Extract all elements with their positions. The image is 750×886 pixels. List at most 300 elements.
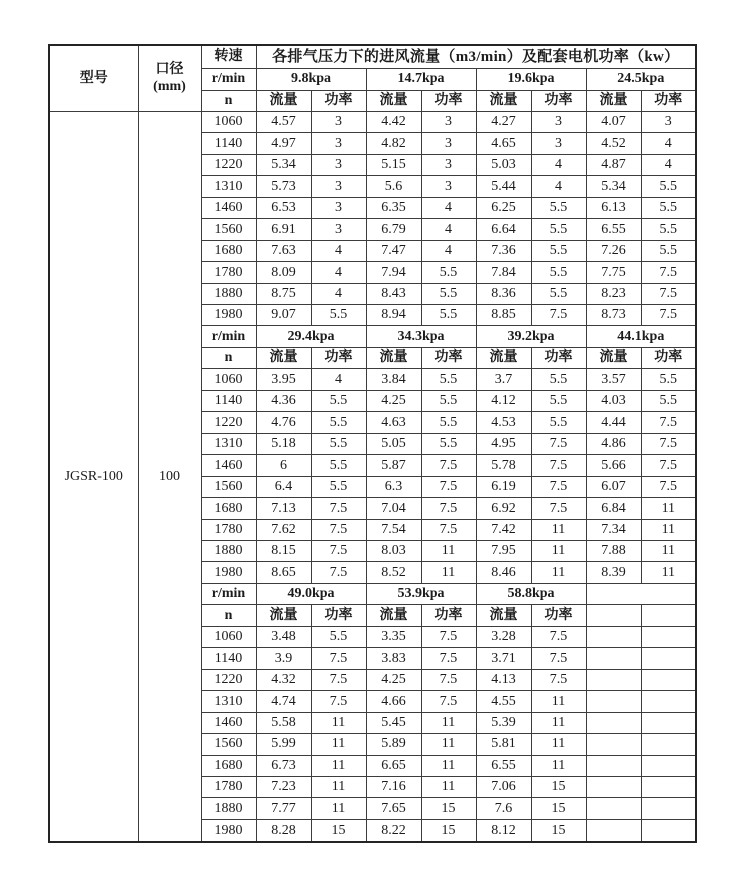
flow-cell: 8.65 [256,562,311,583]
flow-cell: 7.34 [586,519,641,540]
power-cell: 5.5 [311,476,366,497]
power-cell: 11 [421,734,476,755]
flow-cell: 5.78 [476,455,531,476]
power-cell: 5.5 [641,390,696,411]
flow-cell: 7.75 [586,262,641,283]
power-cell: 11 [641,541,696,562]
power-cell: 7.5 [421,691,476,712]
flow-cell: 8.15 [256,541,311,562]
flow-header: 流量 [476,605,531,626]
flow-cell: 4.07 [586,111,641,132]
power-header: 功率 [531,90,586,111]
power-cell: 5.5 [641,219,696,240]
power-cell: 4 [311,283,366,304]
flow-cell: 7.23 [256,777,311,798]
power-cell: 7.5 [531,305,586,326]
power-header: 功率 [641,90,696,111]
pressure-header: 58.8kpa [476,583,586,604]
power-cell: 5.5 [311,433,366,454]
flow-cell: 6.65 [366,755,421,776]
flow-header: 流量 [366,347,421,368]
flow-cell: 7.13 [256,498,311,519]
flow-cell: 4.55 [476,691,531,712]
flow-cell: 7.42 [476,519,531,540]
pressure-header: 53.9kpa [366,583,476,604]
diameter-unit-text: (mm) [153,79,186,95]
power-cell: 15 [531,819,586,842]
flow-cell: 8.73 [586,305,641,326]
flow-cell: 8.43 [366,283,421,304]
diameter-header [138,45,201,111]
flow-header: 流量 [586,90,641,111]
flow-cell: 3.57 [586,369,641,390]
empty-cell [641,777,696,798]
power-cell: 3 [421,133,476,154]
power-cell: 5.5 [421,305,476,326]
power-cell: 7.5 [531,626,586,647]
power-header: 功率 [311,347,366,368]
flow-cell: 7.47 [366,240,421,261]
power-cell: 11 [531,562,586,583]
flow-cell: 8.12 [476,819,531,842]
rpm-cell: 1220 [201,412,256,433]
power-cell: 11 [531,734,586,755]
flow-cell: 5.44 [476,176,531,197]
flow-cell: 5.89 [366,734,421,755]
power-cell: 5.5 [531,390,586,411]
flow-cell: 5.45 [366,712,421,733]
power-cell: 5.5 [531,197,586,218]
speed-header: 转速 [201,45,256,69]
power-cell: 7.5 [641,283,696,304]
power-cell: 11 [641,498,696,519]
flow-cell: 4.12 [476,390,531,411]
power-cell: 4 [421,197,476,218]
flow-cell: 8.46 [476,562,531,583]
flow-cell: 8.22 [366,819,421,842]
power-cell: 7.5 [421,669,476,690]
flow-cell: 6.84 [586,498,641,519]
speed-symbol-label: n [201,347,256,368]
flow-cell: 7.6 [476,798,531,819]
flow-cell: 6.35 [366,197,421,218]
flow-cell: 4.25 [366,390,421,411]
flow-cell: 3.71 [476,648,531,669]
power-cell: 11 [421,755,476,776]
power-cell: 7.5 [421,626,476,647]
rpm-cell: 1680 [201,498,256,519]
power-header: 功率 [531,605,586,626]
power-cell: 11 [421,777,476,798]
empty-cell [586,669,641,690]
flow-cell: 7.63 [256,240,311,261]
pressure-header: 34.3kpa [366,326,476,347]
power-cell: 3 [421,111,476,132]
rpm-cell: 1460 [201,712,256,733]
power-header: 功率 [421,605,476,626]
spec-table-container [48,44,697,843]
flow-cell: 4.03 [586,390,641,411]
flow-cell: 8.39 [586,562,641,583]
power-cell: 7.5 [641,433,696,454]
rpm-cell: 1560 [201,476,256,497]
rpm-cell: 1060 [201,111,256,132]
empty-cell [586,712,641,733]
power-cell: 5.5 [421,390,476,411]
power-cell: 5.5 [311,455,366,476]
flow-cell: 5.99 [256,734,311,755]
flow-cell: 4.25 [366,669,421,690]
power-cell: 3 [311,154,366,175]
power-cell: 7.5 [531,455,586,476]
rpm-cell: 1680 [201,755,256,776]
empty-cell [586,691,641,712]
flow-cell: 7.06 [476,777,531,798]
rpm-cell: 1880 [201,798,256,819]
power-cell: 11 [531,541,586,562]
power-cell: 7.5 [311,691,366,712]
rpm-cell: 1310 [201,433,256,454]
speed-unit-label: r/min [201,583,256,604]
flow-cell: 4.52 [586,133,641,154]
flow-cell: 7.36 [476,240,531,261]
power-cell: 11 [641,562,696,583]
rpm-cell: 1310 [201,176,256,197]
power-cell: 15 [421,798,476,819]
power-cell: 7.5 [311,498,366,519]
flow-header: 流量 [256,605,311,626]
power-cell: 5.5 [531,219,586,240]
flow-cell: 8.28 [256,819,311,842]
rpm-cell: 1980 [201,819,256,842]
power-cell: 7.5 [531,669,586,690]
flow-cell: 8.03 [366,541,421,562]
flow-cell: 4.97 [256,133,311,154]
power-cell: 5.5 [421,412,476,433]
power-cell: 11 [421,541,476,562]
flow-cell: 6.4 [256,476,311,497]
power-cell: 7.5 [531,648,586,669]
power-cell: 5.5 [421,433,476,454]
speed-unit-label: r/min [201,69,256,90]
power-cell: 7.5 [641,412,696,433]
flow-cell: 7.77 [256,798,311,819]
flow-cell: 5.34 [256,154,311,175]
rpm-cell: 1220 [201,154,256,175]
power-cell: 11 [641,519,696,540]
flow-header: 流量 [366,90,421,111]
power-cell: 4 [311,369,366,390]
flow-cell: 3.28 [476,626,531,647]
flow-cell: 4.76 [256,412,311,433]
power-cell: 5.5 [311,305,366,326]
empty-cell [586,819,641,842]
pressure-header: 49.0kpa [256,583,366,604]
power-header: 功率 [421,347,476,368]
flow-cell: 9.07 [256,305,311,326]
speed-symbol-label: n [201,90,256,111]
power-cell: 5.5 [531,369,586,390]
power-cell: 3 [311,133,366,154]
flow-cell: 7.54 [366,519,421,540]
power-cell: 4 [641,133,696,154]
flow-cell: 4.65 [476,133,531,154]
empty-cell [641,626,696,647]
power-header: 功率 [421,90,476,111]
power-cell: 15 [531,777,586,798]
power-cell: 5.5 [531,412,586,433]
power-cell: 7.5 [311,648,366,669]
power-cell: 7.5 [421,476,476,497]
rpm-cell: 1560 [201,734,256,755]
flow-cell: 6.73 [256,755,311,776]
flow-cell: 5.87 [366,455,421,476]
flow-cell: 7.04 [366,498,421,519]
table-title: 各排气压力下的进风流量（m3/min）及配套电机功率（kw） [256,45,696,69]
flow-cell: 6.64 [476,219,531,240]
flow-cell: 5.39 [476,712,531,733]
power-cell: 4 [531,176,586,197]
power-cell: 4 [421,219,476,240]
power-cell: 7.5 [641,455,696,476]
flow-cell: 5.15 [366,154,421,175]
empty-header-cell [586,605,641,626]
power-cell: 7.5 [421,498,476,519]
rpm-cell: 1780 [201,262,256,283]
power-cell: 5.5 [641,369,696,390]
flow-cell: 4.53 [476,412,531,433]
flow-cell: 8.75 [256,283,311,304]
flow-cell: 5.34 [586,176,641,197]
speed-symbol-label: n [201,605,256,626]
power-cell: 4 [311,262,366,283]
power-cell: 11 [311,777,366,798]
flow-cell: 7.26 [586,240,641,261]
flow-cell: 8.85 [476,305,531,326]
flow-cell: 6.53 [256,197,311,218]
flow-cell: 5.6 [366,176,421,197]
empty-cell [641,691,696,712]
rpm-cell: 1310 [201,691,256,712]
power-cell: 11 [531,691,586,712]
flow-cell: 6.91 [256,219,311,240]
power-cell: 7.5 [311,562,366,583]
flow-cell: 6.07 [586,476,641,497]
power-cell: 4 [641,154,696,175]
power-cell: 5.5 [311,626,366,647]
power-cell: 5.5 [311,390,366,411]
flow-cell: 5.03 [476,154,531,175]
flow-header: 流量 [256,347,311,368]
rpm-cell: 1880 [201,541,256,562]
flow-cell: 4.66 [366,691,421,712]
power-cell: 3 [311,197,366,218]
power-cell: 3 [311,111,366,132]
flow-header: 流量 [256,90,311,111]
flow-cell: 5.05 [366,433,421,454]
power-cell: 3 [311,219,366,240]
flow-cell: 5.81 [476,734,531,755]
flow-cell: 3.7 [476,369,531,390]
flow-cell: 3.83 [366,648,421,669]
power-cell: 5.5 [641,176,696,197]
power-header: 功率 [311,90,366,111]
flow-cell: 3.48 [256,626,311,647]
flow-cell: 4.36 [256,390,311,411]
flow-cell: 8.09 [256,262,311,283]
rpm-cell: 1140 [201,133,256,154]
flow-header: 流量 [476,90,531,111]
flow-header: 流量 [586,347,641,368]
flow-cell: 6.55 [586,219,641,240]
flow-cell: 4.44 [586,412,641,433]
power-cell: 7.5 [311,519,366,540]
pressure-header-empty [586,583,696,604]
power-cell: 5.5 [421,369,476,390]
flow-cell: 8.36 [476,283,531,304]
power-header: 功率 [641,347,696,368]
power-cell: 11 [311,712,366,733]
power-header: 功率 [311,605,366,626]
power-cell: 11 [531,712,586,733]
power-cell: 15 [421,819,476,842]
pressure-header: 9.8kpa [256,69,366,90]
rpm-cell: 1780 [201,777,256,798]
rpm-cell: 1880 [201,283,256,304]
flow-cell: 6.3 [366,476,421,497]
power-cell: 3 [641,111,696,132]
power-cell: 3 [421,176,476,197]
rpm-cell: 1680 [201,240,256,261]
data-row [49,111,696,132]
power-cell: 7.5 [641,476,696,497]
empty-cell [586,648,641,669]
power-cell: 11 [531,755,586,776]
rpm-cell: 1220 [201,669,256,690]
rpm-cell: 1140 [201,390,256,411]
power-cell: 5.5 [641,240,696,261]
empty-cell [641,712,696,733]
flow-cell: 4.95 [476,433,531,454]
empty-cell [641,734,696,755]
power-cell: 4 [531,154,586,175]
flow-cell: 7.65 [366,798,421,819]
empty-cell [586,798,641,819]
power-cell: 11 [531,519,586,540]
pressure-header: 44.1kpa [586,326,696,347]
flow-cell: 4.74 [256,691,311,712]
flow-cell: 7.94 [366,262,421,283]
rpm-cell: 1980 [201,305,256,326]
speed-unit-label: r/min [201,326,256,347]
flow-cell: 7.88 [586,541,641,562]
empty-cell [586,777,641,798]
flow-cell: 3.84 [366,369,421,390]
power-cell: 7.5 [641,262,696,283]
power-cell: 7.5 [531,476,586,497]
power-cell: 5.5 [531,262,586,283]
power-cell: 3 [311,176,366,197]
flow-cell: 6.79 [366,219,421,240]
flow-cell: 4.32 [256,669,311,690]
flow-cell: 7.95 [476,541,531,562]
pressure-header: 24.5kpa [586,69,696,90]
flow-cell: 5.73 [256,176,311,197]
model-value: JGSR-100 [49,111,138,842]
power-cell: 3 [531,111,586,132]
power-cell: 5.5 [531,283,586,304]
flow-cell: 4.87 [586,154,641,175]
flow-cell: 8.94 [366,305,421,326]
power-cell: 11 [311,734,366,755]
power-cell: 7.5 [641,305,696,326]
power-cell: 7.5 [311,669,366,690]
power-cell: 11 [421,712,476,733]
empty-cell [641,648,696,669]
model-header: 型号 [49,45,138,111]
power-cell: 7.5 [421,648,476,669]
empty-cell [641,669,696,690]
blower-spec-table [48,44,697,843]
power-cell: 11 [311,798,366,819]
pressure-header: 29.4kpa [256,326,366,347]
power-cell: 3 [421,154,476,175]
power-cell: 7.5 [421,455,476,476]
pressure-header: 39.2kpa [476,326,586,347]
rpm-cell: 1560 [201,219,256,240]
power-cell: 4 [311,240,366,261]
flow-cell: 5.18 [256,433,311,454]
power-cell: 5.5 [311,412,366,433]
pressure-header: 14.7kpa [366,69,476,90]
flow-cell: 4.82 [366,133,421,154]
power-cell: 3 [531,133,586,154]
flow-cell: 6.13 [586,197,641,218]
power-header: 功率 [531,347,586,368]
power-cell: 7.5 [531,498,586,519]
power-cell: 15 [531,798,586,819]
flow-cell: 4.13 [476,669,531,690]
power-cell: 5.5 [641,197,696,218]
empty-cell [641,755,696,776]
rpm-cell: 1060 [201,626,256,647]
empty-header-cell [641,605,696,626]
rpm-cell: 1980 [201,562,256,583]
flow-cell: 6.55 [476,755,531,776]
header-row-title [49,45,696,69]
power-cell: 5.5 [531,240,586,261]
power-cell: 15 [311,819,366,842]
power-cell: 7.5 [531,433,586,454]
flow-cell: 8.23 [586,283,641,304]
power-cell: 11 [311,755,366,776]
rpm-cell: 1060 [201,369,256,390]
empty-cell [641,798,696,819]
flow-cell: 6 [256,455,311,476]
flow-cell: 4.27 [476,111,531,132]
flow-cell: 3.9 [256,648,311,669]
flow-cell: 7.62 [256,519,311,540]
flow-cell: 6.19 [476,476,531,497]
flow-cell: 5.66 [586,455,641,476]
flow-header: 流量 [476,347,531,368]
empty-cell [586,734,641,755]
flow-cell: 6.92 [476,498,531,519]
flow-cell: 3.35 [366,626,421,647]
empty-cell [586,755,641,776]
flow-cell: 3.95 [256,369,311,390]
rpm-cell: 1460 [201,197,256,218]
